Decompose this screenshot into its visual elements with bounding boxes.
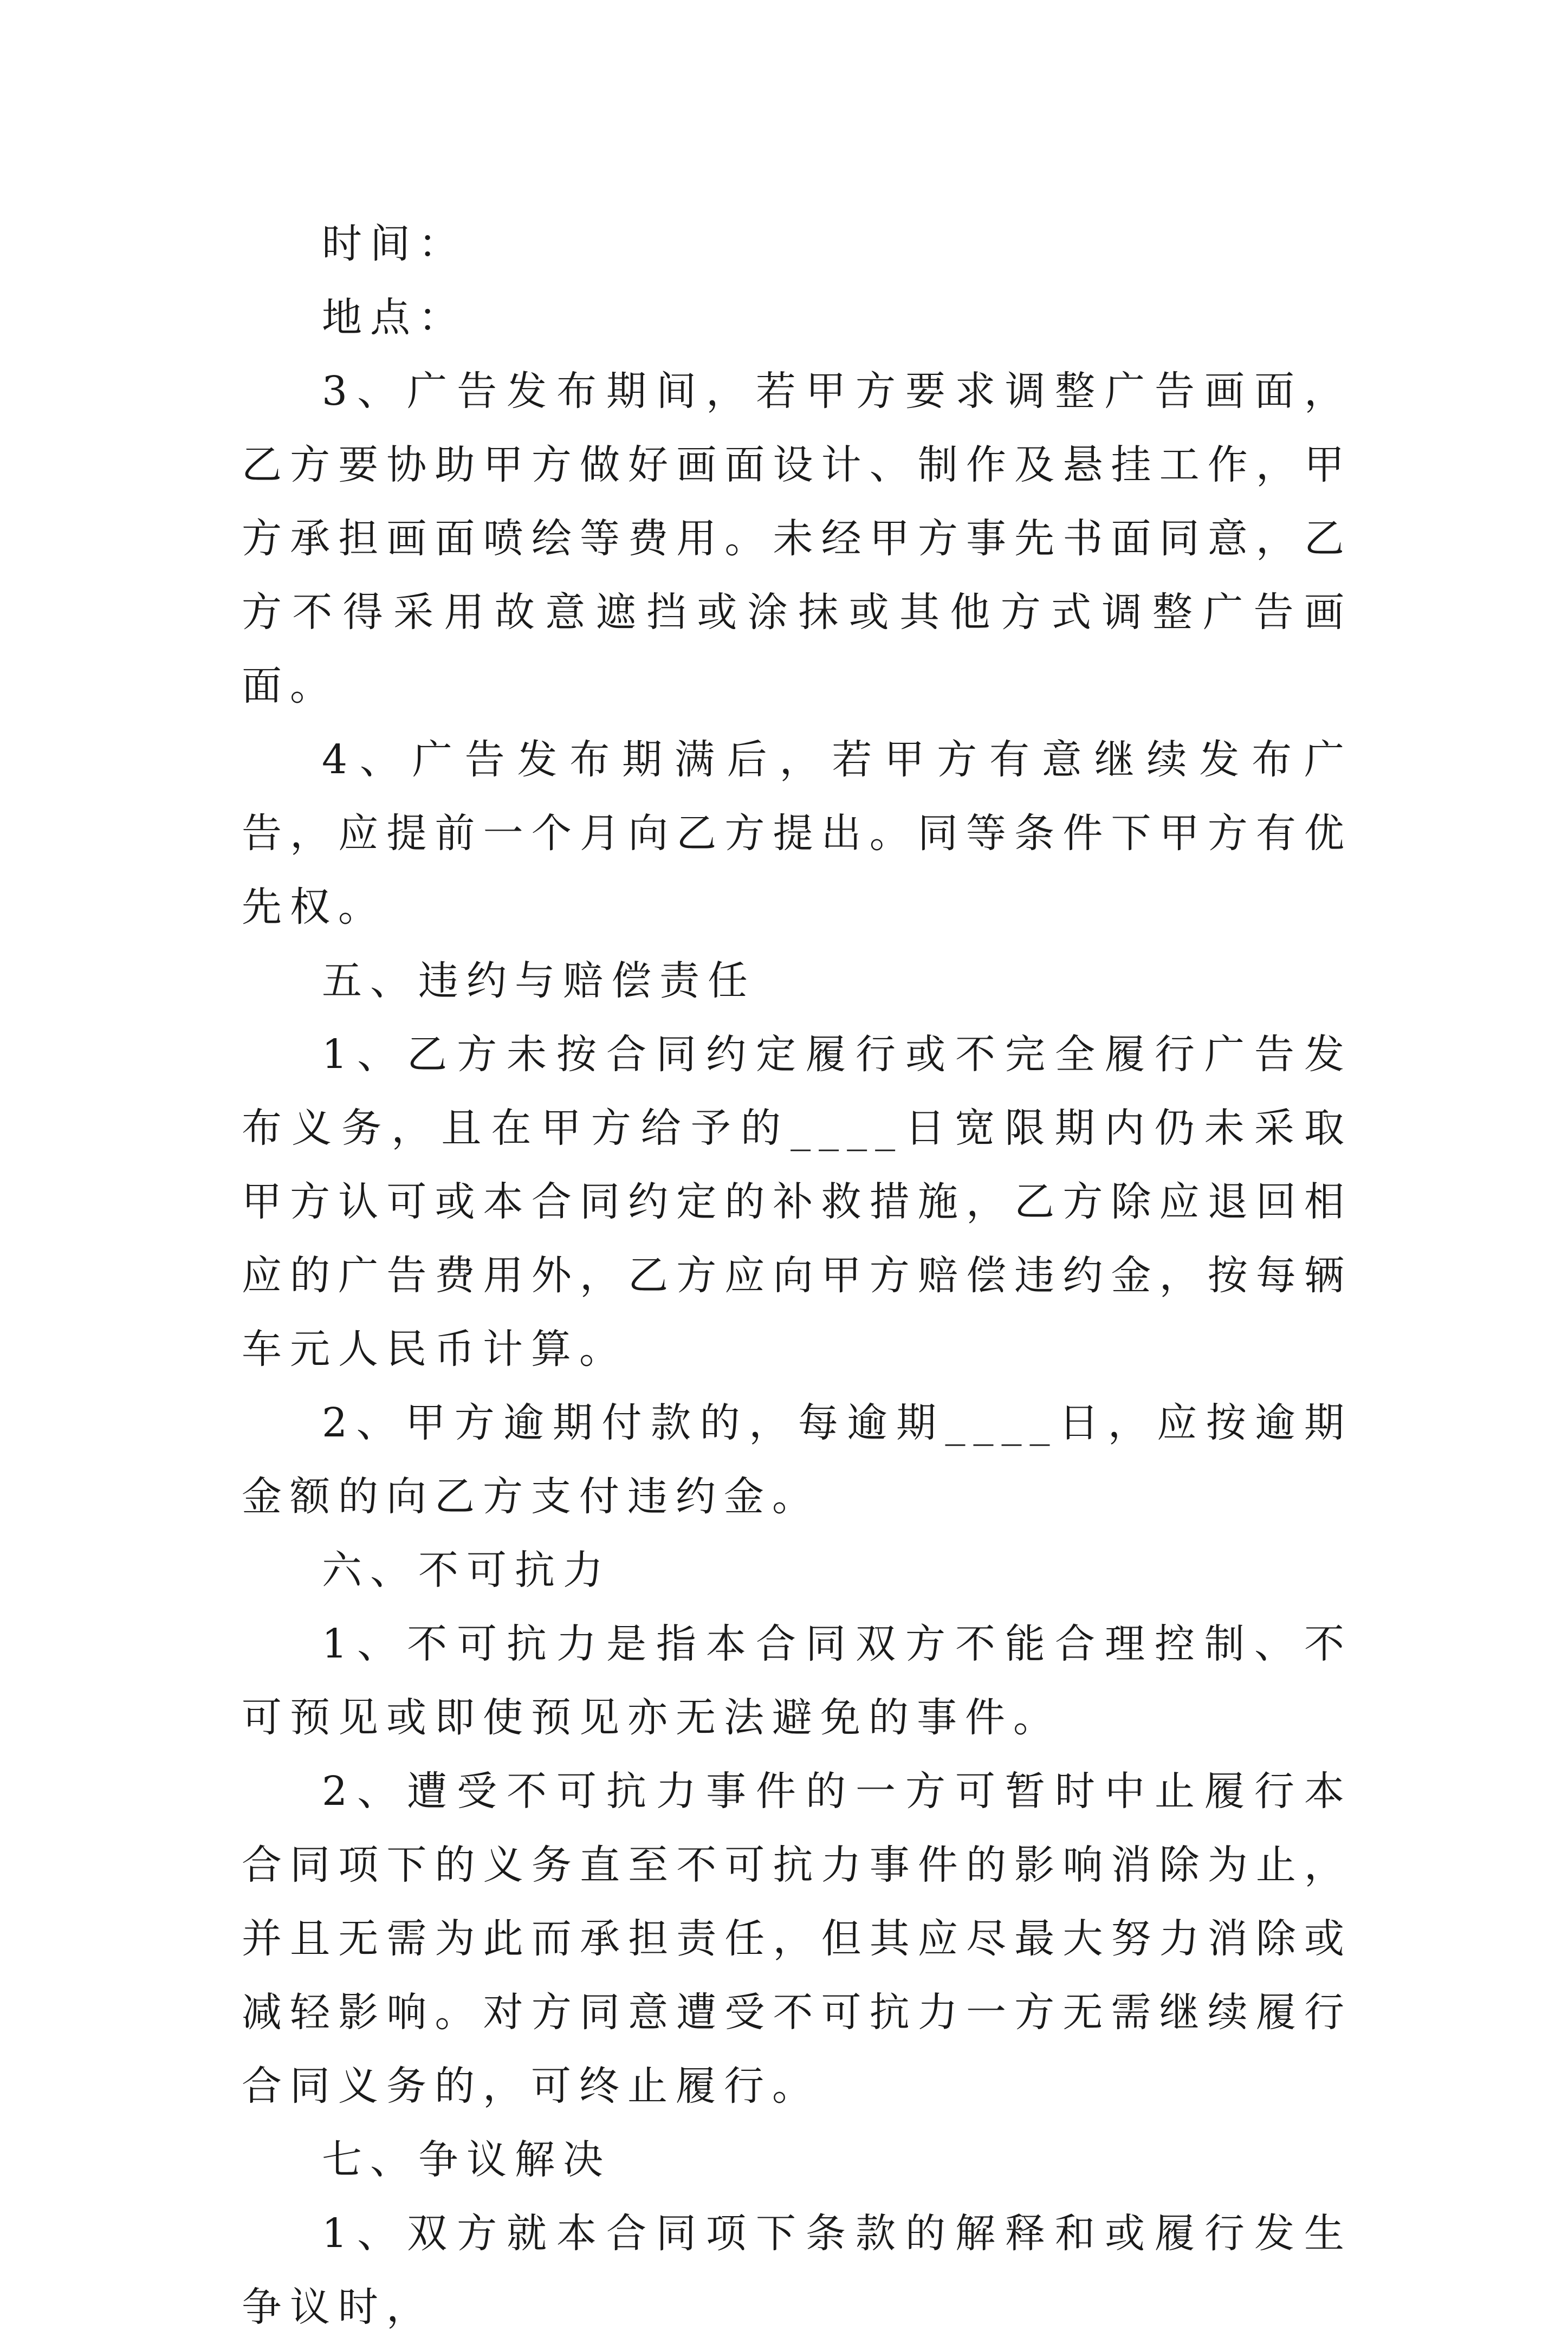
document-body bbox=[242, 207, 1352, 2344]
clause-6-2-paragraph: 2、遭受不可抗力事件的一方可暂时中止履行本合同项下的义务直至不可抗力事件的影响消除为止，并且无需为此而承担责任，但其应尽最大努力消除或减轻影响。对方同意遭受不可抗力一方无需继续履行合同义务的，可终止履行。 bbox=[242, 1768, 1352, 2109]
place-field-label: 地点： bbox=[322, 294, 466, 341]
time-field-label: 时间： bbox=[322, 221, 466, 267]
clause-4-4-paragraph: 4、广告发布期满后，若甲方有意继续发布广告，应提前一个月向乙方提出。同等条件下甲方有优先权。 bbox=[242, 736, 1352, 930]
section-6-heading: 六、不可抗力 bbox=[322, 1547, 611, 1594]
clause-6-1-paragraph: 1、不可抗力是指本合同双方不能合理控制、不可预见或即使预见亦无法避免的事件。 bbox=[242, 1621, 1352, 1741]
clause-5-2-paragraph: 2、甲方逾期付款的，每逾期____日，应按逾期金额的向乙方支付违约金。 bbox=[242, 1400, 1352, 1520]
section-7-heading: 七、争议解决 bbox=[322, 2136, 611, 2183]
clause-4-3-paragraph: 3、广告发布期间，若甲方要求调整广告画面，乙方要协助甲方做好画面设计、制作及悬挂工作，甲方承担画面喷绘等费用。未经甲方事先书面同意，乙方不得采用故意遮挡或涂抹或其他方式调整广告画面。 bbox=[242, 368, 1352, 709]
section-5-heading: 五、违约与赔偿责任 bbox=[322, 957, 756, 1004]
clause-5-1-paragraph: 1、乙方未按合同约定履行或不完全履行广告发布义务，且在甲方给予的____日宽限期内仍未采取甲方认可或本合同约定的补救措施，乙方除应退回相应的广告费用外，乙方应向甲方赔偿违约金，按每辆车元人民币计算。 bbox=[242, 1031, 1352, 1372]
clause-7-1-paragraph: 1、双方就本合同项下条款的解释和或履行发生争议时， bbox=[242, 2210, 1352, 2330]
